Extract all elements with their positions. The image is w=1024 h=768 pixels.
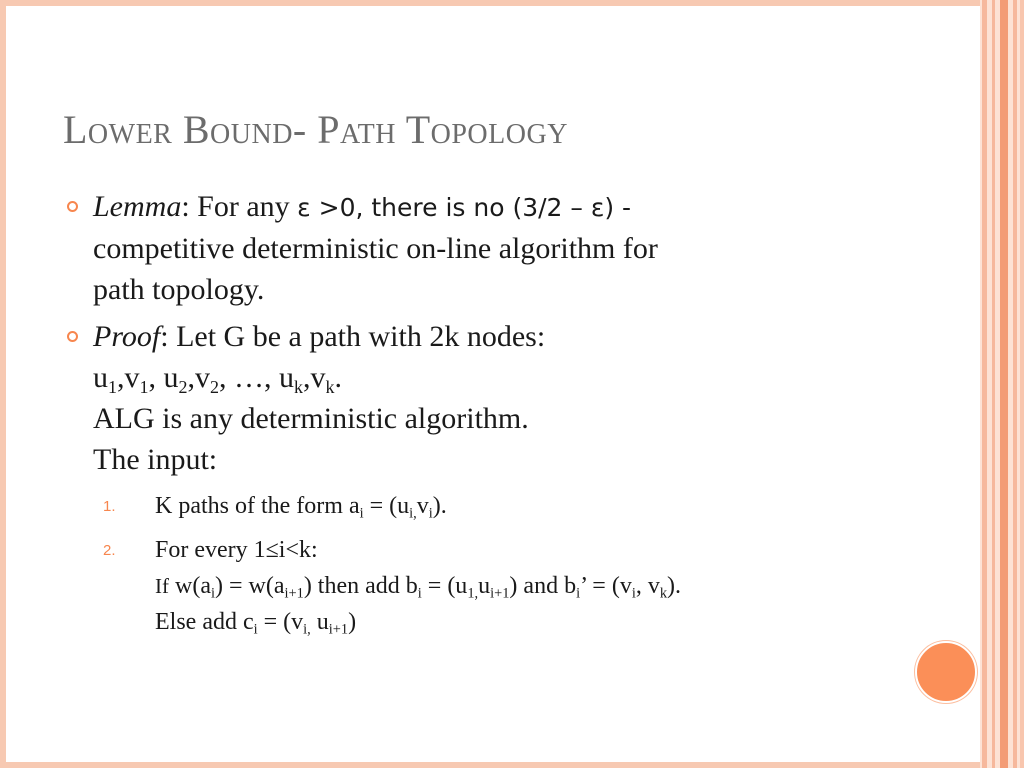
bullet-proof	[63, 316, 943, 480]
decorative-circle	[915, 641, 977, 703]
subscript: k	[659, 585, 668, 602]
text: v	[416, 493, 429, 519]
node-v: v	[124, 361, 140, 394]
numbered-list	[63, 488, 943, 640]
node-u: u	[93, 361, 108, 394]
subscript: i,	[409, 505, 417, 522]
right-stripe	[1020, 0, 1024, 768]
proof-text: : Let G be a path with 2k nodes:	[160, 320, 546, 353]
subscript: 2	[178, 376, 188, 397]
lemma-math: ε >0, there is no (3/2 – ε) -	[297, 193, 632, 222]
text: u	[478, 573, 491, 599]
node-u: u	[163, 361, 179, 394]
subscript: k	[325, 376, 335, 397]
text: ) and b	[509, 573, 577, 599]
text: , v	[635, 573, 660, 599]
text: Else add c	[155, 609, 254, 635]
list-number: 1.	[103, 498, 116, 515]
subscript: 2	[210, 376, 219, 397]
separator: ,	[219, 361, 234, 394]
frame-bottom-border	[0, 762, 980, 768]
text: = (u	[421, 573, 468, 599]
list-item-2-line-2	[155, 568, 943, 604]
node-u: u	[279, 361, 294, 394]
bullet-ring-icon	[67, 201, 78, 212]
separator: ,	[148, 361, 164, 394]
text: K paths of the form a	[155, 493, 360, 519]
list-item	[103, 532, 943, 640]
subscript: 1,	[467, 585, 479, 602]
subscript: i	[210, 585, 215, 602]
lemma-text: : For any	[181, 190, 298, 223]
node-v: v	[195, 361, 210, 394]
frame-left-border	[0, 0, 6, 768]
separator: ,	[264, 361, 279, 394]
text: ’ = (v	[580, 573, 632, 599]
list-item	[103, 488, 943, 524]
slide-body	[63, 186, 943, 640]
subscript: i	[253, 621, 258, 638]
subscript: i	[428, 505, 433, 522]
proof-line-alg: ALG is any deterministic algorithm.	[93, 402, 529, 435]
ellipsis: …	[234, 361, 264, 394]
lemma-label: Lemma	[93, 190, 182, 223]
right-stripe	[1000, 0, 1008, 768]
subscript: i+1	[284, 585, 304, 602]
proof-line-input: The input:	[93, 443, 218, 476]
right-stripe	[1013, 0, 1017, 768]
text: w(a	[169, 573, 211, 599]
lemma-line-1	[93, 186, 943, 228]
period: .	[334, 361, 342, 394]
subscript: i	[631, 585, 636, 602]
node-v: v	[310, 361, 326, 394]
text: )	[348, 609, 357, 635]
list-item-2-line-3	[155, 604, 943, 640]
list-number: 2.	[103, 542, 116, 559]
subscript: 1	[108, 376, 117, 397]
list-item-2-line-1: For every 1≤i<k:	[155, 537, 318, 563]
subscript: i+1	[328, 621, 349, 638]
lemma-line-3: path topology.	[93, 273, 265, 306]
text: = (v	[257, 609, 304, 635]
bullet-ring-icon	[67, 331, 78, 342]
right-stripe	[992, 0, 995, 768]
text: If	[155, 574, 169, 598]
text: = (u	[363, 493, 410, 519]
slide-title: Lower Bound- Path Topology	[63, 107, 568, 152]
right-stripe	[982, 0, 987, 768]
frame-top-border	[0, 0, 980, 6]
list-item-1-text	[155, 488, 943, 524]
subscript: i,	[303, 621, 311, 638]
proof-label: Proof	[93, 320, 161, 353]
text: ).	[432, 493, 447, 519]
subscript: i	[576, 585, 581, 602]
text: u	[310, 609, 329, 635]
subscript: k	[294, 376, 303, 397]
text: ).	[667, 573, 682, 599]
proof-line-1	[93, 316, 943, 357]
bullet-lemma	[63, 186, 943, 310]
subscript: i	[417, 585, 422, 602]
lemma-line-2: competitive deterministic on-line algorithm for	[93, 232, 658, 265]
text: ) = w(a	[214, 573, 285, 599]
subscript: i	[359, 505, 364, 522]
subscript: 1	[139, 376, 149, 397]
proof-nodes-line: $u_1,v_1$, $u_2,v_2$, …, $u_k,v_k$.	[93, 361, 342, 397]
subscript: i+1	[490, 585, 510, 602]
text: ) then add b	[303, 573, 418, 599]
